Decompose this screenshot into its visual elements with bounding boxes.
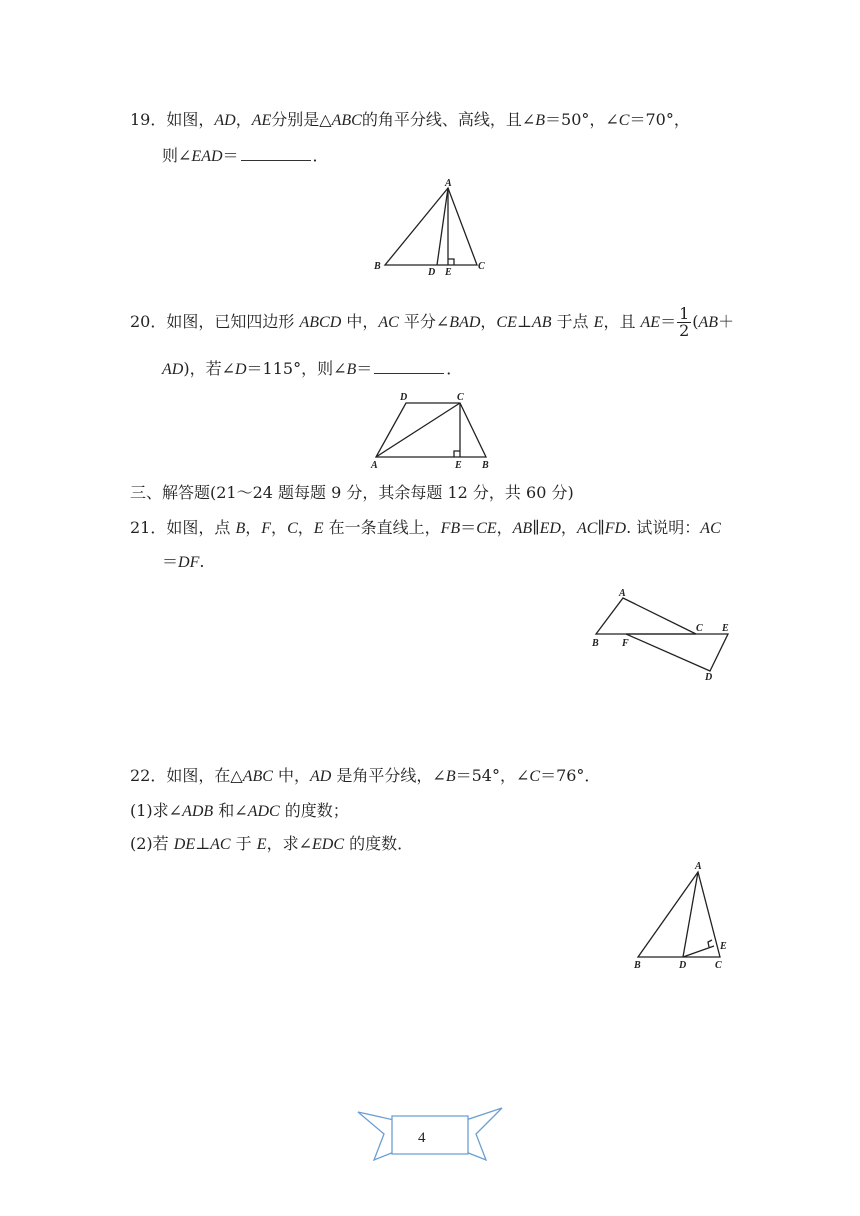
- answer-blank[interactable]: [241, 146, 311, 161]
- text: .: [199, 552, 205, 571]
- text: AC: [210, 836, 231, 853]
- text: F: [261, 520, 272, 537]
- q20-number: 20．: [130, 312, 167, 331]
- page-number: 4: [418, 1130, 426, 1146]
- ribbon-right-tail: [466, 1108, 502, 1160]
- text: ，: [297, 518, 314, 537]
- label-b: B: [592, 638, 599, 649]
- text: ＝: [356, 359, 373, 378]
- triangle-abc: [385, 188, 477, 265]
- text: . 试说明：: [626, 518, 701, 537]
- page-number-ribbon: [356, 1104, 506, 1164]
- text: ⊥: [195, 834, 211, 853]
- label-c: C: [696, 623, 703, 634]
- text: 和∠: [213, 801, 248, 820]
- label-d: D: [400, 392, 408, 403]
- text: E: [593, 314, 604, 331]
- label-b: B: [374, 261, 381, 272]
- text: C: [529, 768, 541, 785]
- text: BAD: [449, 314, 481, 331]
- text: E: [256, 836, 267, 853]
- q20-line2: [162, 358, 462, 381]
- text: ABC: [331, 112, 362, 129]
- section-heading: 三、解答题(21～24 题每题 9 分，其余每题 12 分，共 60 分): [130, 483, 574, 502]
- text: 于: [230, 834, 257, 853]
- text: ＝115°，则∠: [246, 359, 347, 378]
- label-a: A: [445, 178, 452, 189]
- ribbon-left-tail: [358, 1112, 394, 1160]
- text: AD: [310, 768, 332, 785]
- label-d: D: [679, 960, 687, 971]
- text: FB: [440, 520, 461, 537]
- text: AD: [214, 112, 236, 129]
- text: ＝: [460, 518, 477, 537]
- text: E: [313, 520, 324, 537]
- q22-line1: [130, 765, 600, 788]
- text: 的度数．: [343, 834, 414, 853]
- text: ADB: [182, 803, 214, 820]
- q22-figure: [628, 858, 740, 974]
- text: AB: [512, 520, 533, 537]
- text: ．: [446, 359, 463, 378]
- text: B: [346, 361, 357, 378]
- text: ∥: [532, 518, 540, 537]
- fraction-one-half: [677, 306, 691, 339]
- text: B: [445, 768, 456, 785]
- label-c: C: [715, 960, 722, 971]
- right-angle-mark: [708, 940, 712, 947]
- text: ＝: [660, 312, 677, 331]
- text: AC: [700, 520, 721, 537]
- text: ，且: [603, 312, 641, 331]
- text: ＝: [222, 146, 239, 165]
- q19-number: 19．: [130, 110, 167, 129]
- label-a: A: [619, 588, 626, 599]
- text: D: [234, 361, 247, 378]
- text: 的度数；: [279, 801, 349, 820]
- perpendicular-de: [683, 946, 714, 957]
- text: ，: [271, 518, 288, 537]
- q21-line1: [130, 517, 721, 540]
- q19-line1: [130, 109, 690, 132]
- text: AC: [378, 314, 399, 331]
- text: 于点: [551, 312, 594, 331]
- q22-part2: [130, 833, 413, 856]
- triangle-abc: [596, 598, 696, 634]
- text: DE: [173, 836, 196, 853]
- q22-number: 22．: [130, 766, 167, 785]
- label-e: E: [722, 623, 729, 634]
- text: ，: [245, 518, 262, 537]
- text: 如图，在△: [166, 766, 243, 785]
- text: )，若∠: [183, 359, 235, 378]
- triangle-abc: [638, 872, 720, 957]
- text: ＝76°．: [540, 766, 601, 785]
- q21-number: 21．: [130, 518, 167, 537]
- text: ．: [312, 146, 329, 165]
- label-a: A: [695, 861, 702, 872]
- text: C: [287, 520, 298, 537]
- text: 平分∠: [398, 312, 450, 331]
- text: 则∠: [162, 146, 192, 165]
- text: AB: [531, 314, 552, 331]
- right-angle-mark: [454, 451, 460, 457]
- label-d: D: [705, 672, 713, 683]
- quadrilateral-abcd: [376, 403, 486, 457]
- text: FD: [604, 520, 627, 537]
- text: 2: [679, 321, 690, 340]
- q22-part1: [130, 800, 349, 823]
- text: CE: [496, 314, 517, 331]
- bisector-ad: [683, 872, 698, 957]
- text: 中，: [341, 312, 379, 331]
- text: EDC: [311, 836, 344, 853]
- text: AC: [576, 520, 598, 537]
- triangle-fed: [626, 634, 728, 671]
- text: (2)若: [130, 834, 174, 853]
- text: ＝70°，: [629, 110, 690, 129]
- text: ，: [480, 312, 497, 331]
- text: ADC: [247, 803, 280, 820]
- text: ＝50°，∠: [545, 110, 619, 129]
- label-e: E: [445, 267, 452, 278]
- text: 如图，已知四边形: [166, 312, 300, 331]
- text: ，求∠: [266, 834, 312, 853]
- text: ⊥: [516, 312, 532, 331]
- text: (1)求∠: [130, 801, 183, 820]
- answer-blank[interactable]: [374, 359, 444, 374]
- diagonal-ac: [376, 403, 460, 457]
- text: B: [235, 520, 246, 537]
- q20-figure: [368, 390, 498, 472]
- text: 的角平分线、高线，且∠: [361, 110, 536, 129]
- label-f: F: [622, 638, 629, 649]
- label-e: E: [455, 460, 462, 471]
- text: (: [692, 312, 699, 331]
- text: 如图，: [166, 110, 215, 129]
- text: AE: [640, 314, 661, 331]
- text: 如图，点: [166, 518, 236, 537]
- text: CE: [476, 520, 497, 537]
- text: ＋: [718, 312, 735, 331]
- text: ，: [560, 518, 577, 537]
- text: AE: [251, 112, 272, 129]
- right-angle-mark: [448, 259, 454, 265]
- q20-line1: [130, 306, 734, 339]
- q19-line2: [162, 145, 329, 168]
- text: C: [618, 112, 630, 129]
- text: 是角平分线，∠: [331, 766, 446, 785]
- text: EAD: [191, 148, 223, 165]
- text: 中，: [272, 766, 310, 785]
- text: DF: [178, 554, 200, 571]
- label-c: C: [457, 392, 464, 403]
- text: 1: [679, 304, 690, 323]
- text: AD: [162, 361, 184, 378]
- q21-line2: [162, 551, 204, 574]
- text: AB: [698, 314, 719, 331]
- q19-figure: [370, 176, 490, 278]
- text: 分别是△: [271, 110, 332, 129]
- ribbon-center: [392, 1116, 468, 1154]
- label-e: E: [720, 941, 727, 952]
- text: ＝: [162, 552, 179, 571]
- label-b: B: [634, 960, 641, 971]
- text: ED: [539, 520, 561, 537]
- text: ABCD: [299, 314, 342, 331]
- label-b: B: [482, 460, 489, 471]
- text: B: [535, 112, 546, 129]
- q21-figure: [588, 584, 748, 683]
- label-d: D: [428, 267, 436, 278]
- label-a: A: [371, 460, 378, 471]
- text: ＝54°，∠: [455, 766, 530, 785]
- label-c: C: [478, 261, 485, 272]
- text: ABC: [242, 768, 273, 785]
- text: ，: [496, 518, 513, 537]
- text: 在一条直线上，: [323, 518, 441, 537]
- text: ∥: [597, 518, 605, 537]
- text: ，: [235, 110, 252, 129]
